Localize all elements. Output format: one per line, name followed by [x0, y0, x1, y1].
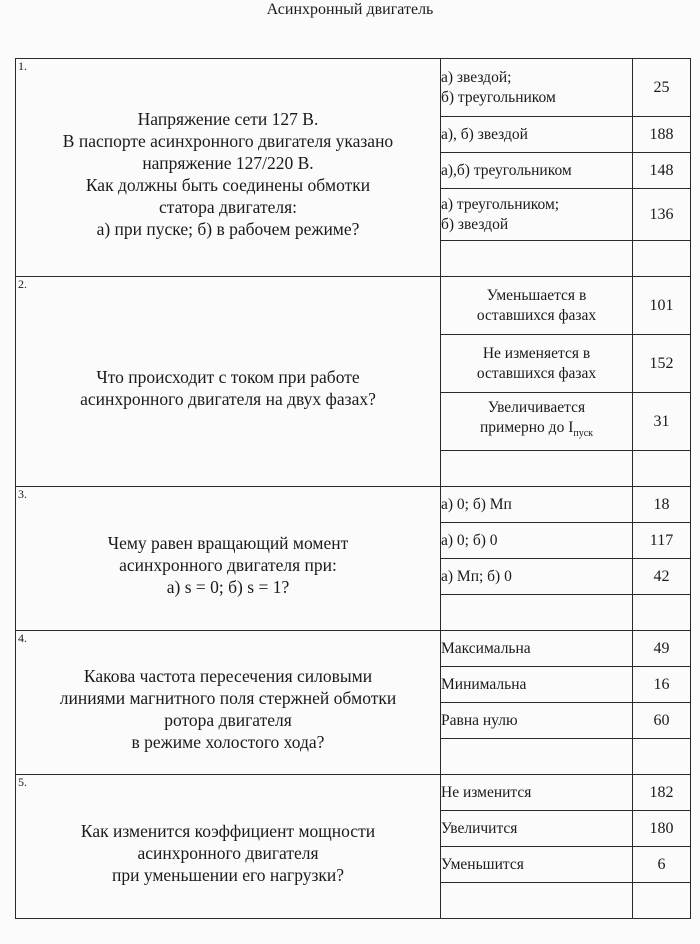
answer-line-text: а) 0; б) 0: [441, 531, 498, 549]
answer-row: [16, 487, 691, 523]
answer-option: [441, 847, 633, 883]
answer-subscript: пуск: [573, 428, 594, 440]
questions-table-body: [16, 59, 691, 919]
question-line: асинхронного двигателя при:: [119, 554, 337, 575]
questions-table: [15, 58, 691, 919]
question-line: асинхронного двигателя: [137, 842, 319, 863]
answer-code: 18: [633, 487, 691, 523]
answer-option: [441, 393, 633, 451]
question-line: ротора двигателя: [164, 709, 292, 730]
answer-line-text: Увеличивается: [487, 399, 586, 417]
answer-line-text: а),б) треугольником: [441, 161, 572, 179]
answer-code: 136: [633, 189, 691, 241]
answer-code: 188: [633, 117, 691, 153]
blank-answer-cell: [441, 451, 633, 487]
answer-line-text: Равна нулю: [441, 711, 518, 729]
answer-line-text: б) треугольником: [441, 88, 556, 106]
answer-option: [441, 559, 633, 595]
answer-option: [441, 775, 633, 811]
answer-line: [445, 344, 628, 364]
answer-line: [441, 711, 632, 731]
question-number: 5.: [18, 775, 27, 789]
question-cell: [16, 277, 441, 487]
answer-line-text: Уменьшается в: [486, 286, 587, 304]
answer-option: [441, 811, 633, 847]
answer-line: [441, 68, 632, 88]
blank-answer-cell: [441, 883, 633, 919]
question-number: 1.: [18, 59, 27, 73]
answer-line-text: а) Мп; б) 0: [441, 567, 512, 585]
answer-line-text: оставшихся фазах: [476, 364, 597, 382]
blank-code-cell: [633, 451, 691, 487]
question-cell: [16, 631, 441, 775]
answer-line: [445, 418, 628, 444]
answer-code: 117: [633, 523, 691, 559]
answer-line-text: Уменьшится: [441, 855, 524, 873]
answer-option: [441, 277, 633, 335]
question-line: асинхронного двигателя на двух фазах?: [80, 388, 376, 409]
answer-code: 49: [633, 631, 691, 667]
answer-code: 60: [633, 703, 691, 739]
question-text: [16, 92, 440, 244]
question-line: Как изменится коэффициент мощности: [80, 820, 376, 841]
question-text: [16, 804, 440, 890]
answer-line: [441, 567, 632, 587]
question-number: 3.: [18, 487, 27, 501]
answer-line-text: Максимальна: [441, 639, 531, 657]
answer-code: 182: [633, 775, 691, 811]
question-text: [16, 516, 440, 602]
answer-row: [16, 631, 691, 667]
answer-code: 101: [633, 277, 691, 335]
answer-option: [441, 703, 633, 739]
question-line: а) s = 0; б) s = 1?: [166, 576, 290, 597]
answer-line-text: а) звездой;: [441, 68, 512, 86]
question-line: Что происходит с током при работе: [96, 366, 360, 387]
question-line: В паспорте асинхронного двигателя указано: [62, 130, 394, 151]
answer-line-text: а) 0; б) Мп: [441, 495, 512, 513]
blank-answer-cell: [441, 241, 633, 277]
answer-option: [441, 117, 633, 153]
answer-line-text: а) треугольником;: [441, 195, 560, 213]
answer-line-text: примерно до I: [479, 419, 574, 437]
answer-code: 148: [633, 153, 691, 189]
answer-line-text: Минимальна: [441, 675, 527, 693]
answer-line: [441, 195, 632, 215]
question-cell: [16, 775, 441, 919]
answer-line: [441, 675, 632, 695]
question-line: Как должны быть соединены обмотки: [85, 174, 371, 195]
answer-line: [441, 639, 632, 659]
answer-line: [441, 161, 632, 181]
answer-option: [441, 631, 633, 667]
answer-line: [445, 286, 628, 306]
question-line: Какова частота пересечения силовыми: [83, 665, 373, 686]
question-line: напряжение 127/220 В.: [142, 152, 314, 173]
answer-line: [441, 88, 632, 108]
answer-option: [441, 335, 633, 393]
answer-option: [441, 59, 633, 117]
blank-code-cell: [633, 241, 691, 277]
answer-code: 152: [633, 335, 691, 393]
answer-code: 25: [633, 59, 691, 117]
answer-line: [445, 398, 628, 418]
answer-line: [441, 531, 632, 551]
answer-line: [441, 495, 632, 515]
blank-code-cell: [633, 739, 691, 775]
question-line: Напряжение сети 127 В.: [137, 108, 319, 129]
answer-line: [445, 306, 628, 326]
answer-line-text: оставшихся фазах: [476, 306, 597, 324]
answer-line: [441, 783, 632, 803]
question-line: статора двигателя:: [158, 196, 298, 217]
answer-option: [441, 487, 633, 523]
answer-line-text: б) звездой: [441, 215, 509, 233]
question-line: при уменьшении его нагрузки?: [111, 864, 345, 885]
answer-code: 180: [633, 811, 691, 847]
blank-answer-cell: [441, 739, 633, 775]
question-line: Чему равен вращающий момент: [107, 532, 349, 553]
question-text: [16, 350, 440, 414]
question-number: 4.: [18, 631, 27, 645]
answer-line-text: Не изменяется в: [482, 344, 591, 362]
answer-row: [16, 277, 691, 335]
blank-code-cell: [633, 595, 691, 631]
answer-row: [16, 775, 691, 811]
answer-code: 6: [633, 847, 691, 883]
answer-line: [441, 819, 632, 839]
blank-code-cell: [633, 883, 691, 919]
question-text: [16, 649, 440, 757]
document-title: Асинхронный двигатель: [266, 1, 434, 18]
question-line: в режиме холостого хода?: [131, 731, 325, 752]
answer-line: [445, 364, 628, 384]
answer-line: [441, 215, 632, 235]
answer-line-text: Увеличится: [441, 819, 518, 837]
blank-answer-cell: [441, 595, 633, 631]
answer-code: 16: [633, 667, 691, 703]
answer-option: [441, 667, 633, 703]
answer-code: 31: [633, 393, 691, 451]
question-number: 2.: [18, 277, 27, 291]
question-cell: [16, 487, 441, 631]
answer-row: [16, 59, 691, 117]
question-line: линиями магнитного поля стержней обмотки: [59, 687, 397, 708]
question-line: а) при пуске; б) в рабочем режиме?: [96, 218, 360, 239]
answer-line-text: а), б) звездой: [441, 125, 528, 143]
answer-code: 42: [633, 559, 691, 595]
answer-option: [441, 153, 633, 189]
answer-line: [441, 125, 632, 145]
answer-line: [441, 855, 632, 875]
answer-line-text: Не изменится: [441, 783, 532, 801]
answer-option: [441, 523, 633, 559]
answer-option: [441, 189, 633, 241]
question-cell: [16, 59, 441, 277]
